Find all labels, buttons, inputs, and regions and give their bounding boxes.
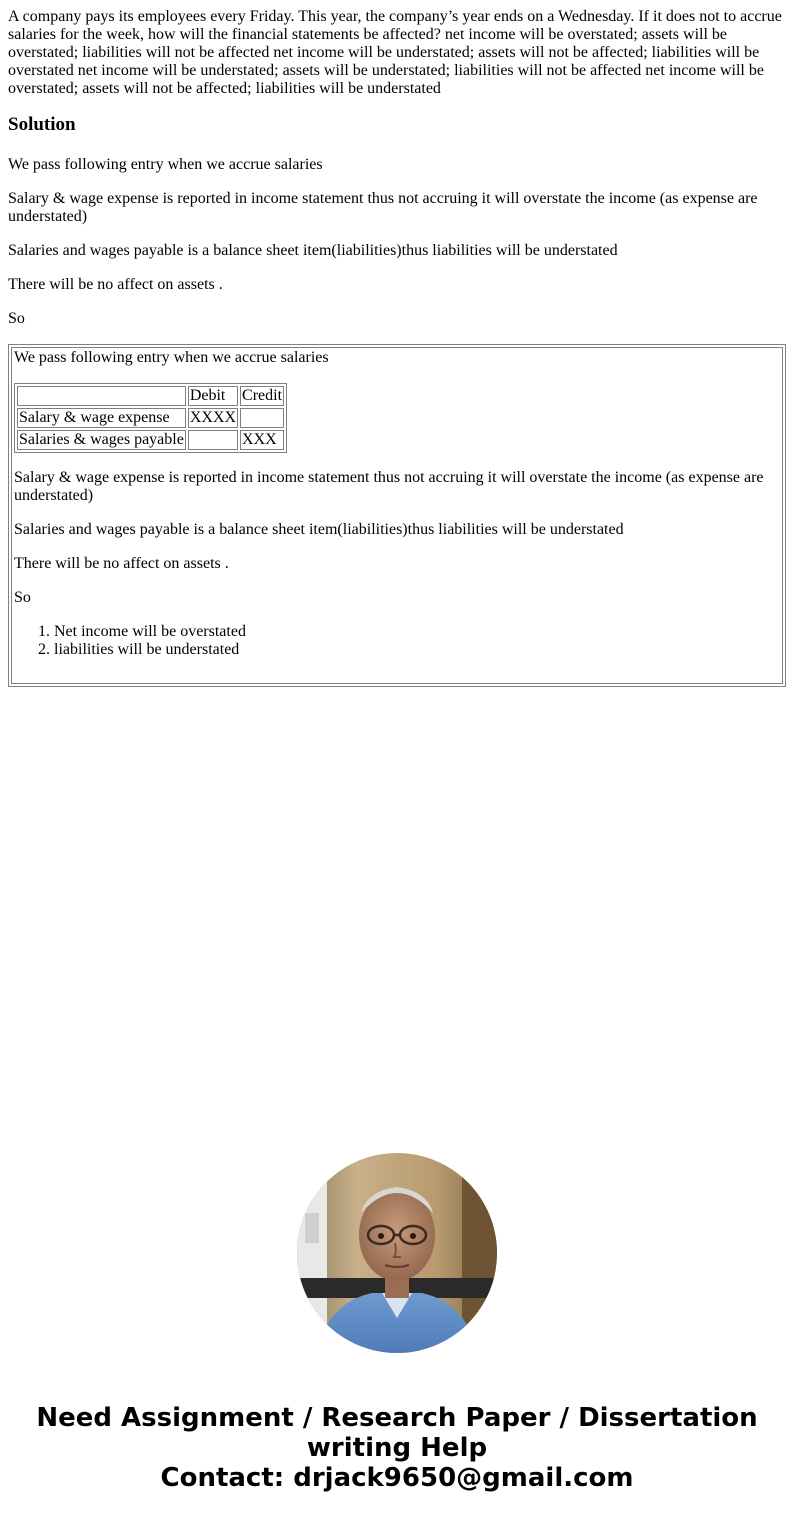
solution-liability-note: Salaries and wages payable is a balance sheet item(liabilities)thus liabilities will be understated [8,242,618,259]
solution-heading: Solution [8,114,76,135]
solution-assets-note: There will be no affect on assets . [8,276,223,293]
answer-box [8,344,786,687]
promo-contact: Contact: drjack9650@gmail.com [160,1463,634,1493]
box-intro: We pass following entry when we accrue salaries [14,349,329,366]
list-item: 2. liabilities will be understated [54,641,780,659]
table-cell-debit: XXXX [189,409,237,426]
box-assets-note: There will be no affect on assets . [14,555,229,572]
document-content [8,8,786,687]
table-cell-credit [240,408,284,428]
table-row [17,430,284,450]
promo-banner [0,1403,794,1493]
promo-line-2: writing Help [306,1433,488,1463]
table-cell-debit [188,430,238,450]
solution-intro: We pass following entry when we accrue salaries [8,156,323,173]
table-header-row [17,386,284,406]
solution-so: So [8,310,25,327]
list-item: 1. Net income will be overstated [54,623,780,641]
box-so: So [14,589,31,606]
box-liability-note: Salaries and wages payable is a balance sheet item(liabilities)thus liabilities will be understated [14,521,624,538]
box-expense-note: Salary & wage expense is reported in income statement thus not accruing it will overstate the income (as expense are understated) [14,469,764,504]
conclusion-list [14,623,780,659]
author-portrait-image [297,1153,497,1353]
table-cell-account: Salaries & wages payable [19,431,184,448]
promo-line-1: Need Assignment / Research Paper / Dissertation [36,1403,758,1433]
answer-box-inner [11,347,783,684]
author-avatar [297,1153,497,1353]
journal-entry-table [14,383,287,453]
table-header-cell [17,386,186,406]
table-cell-credit: XXX [240,430,284,450]
solution-expense-note: Salary & wage expense is reported in income statement thus not accruing it will overstate the income (as expense are understated) [8,190,758,225]
table-header-debit: Debit [188,386,238,406]
table-cell-account: Salary & wage expense [17,408,186,428]
table-row [17,408,284,428]
table-header-credit: Credit [242,387,283,404]
question-text: A company pays its employees every Friday. This year, the company’s year ends on a Wednesday. If it does not to accrue salaries for the week, how will the financial statements be affected? net income will be overstated; assets will be overstated; liabilities will not be affected net income will be understated; assets will not be affected; liabilities will be overstated net income will be understated; assets will be understated; liabilities will not be affected net income will be overstated; assets will not be affected; liabilities will be understated [8,8,782,97]
